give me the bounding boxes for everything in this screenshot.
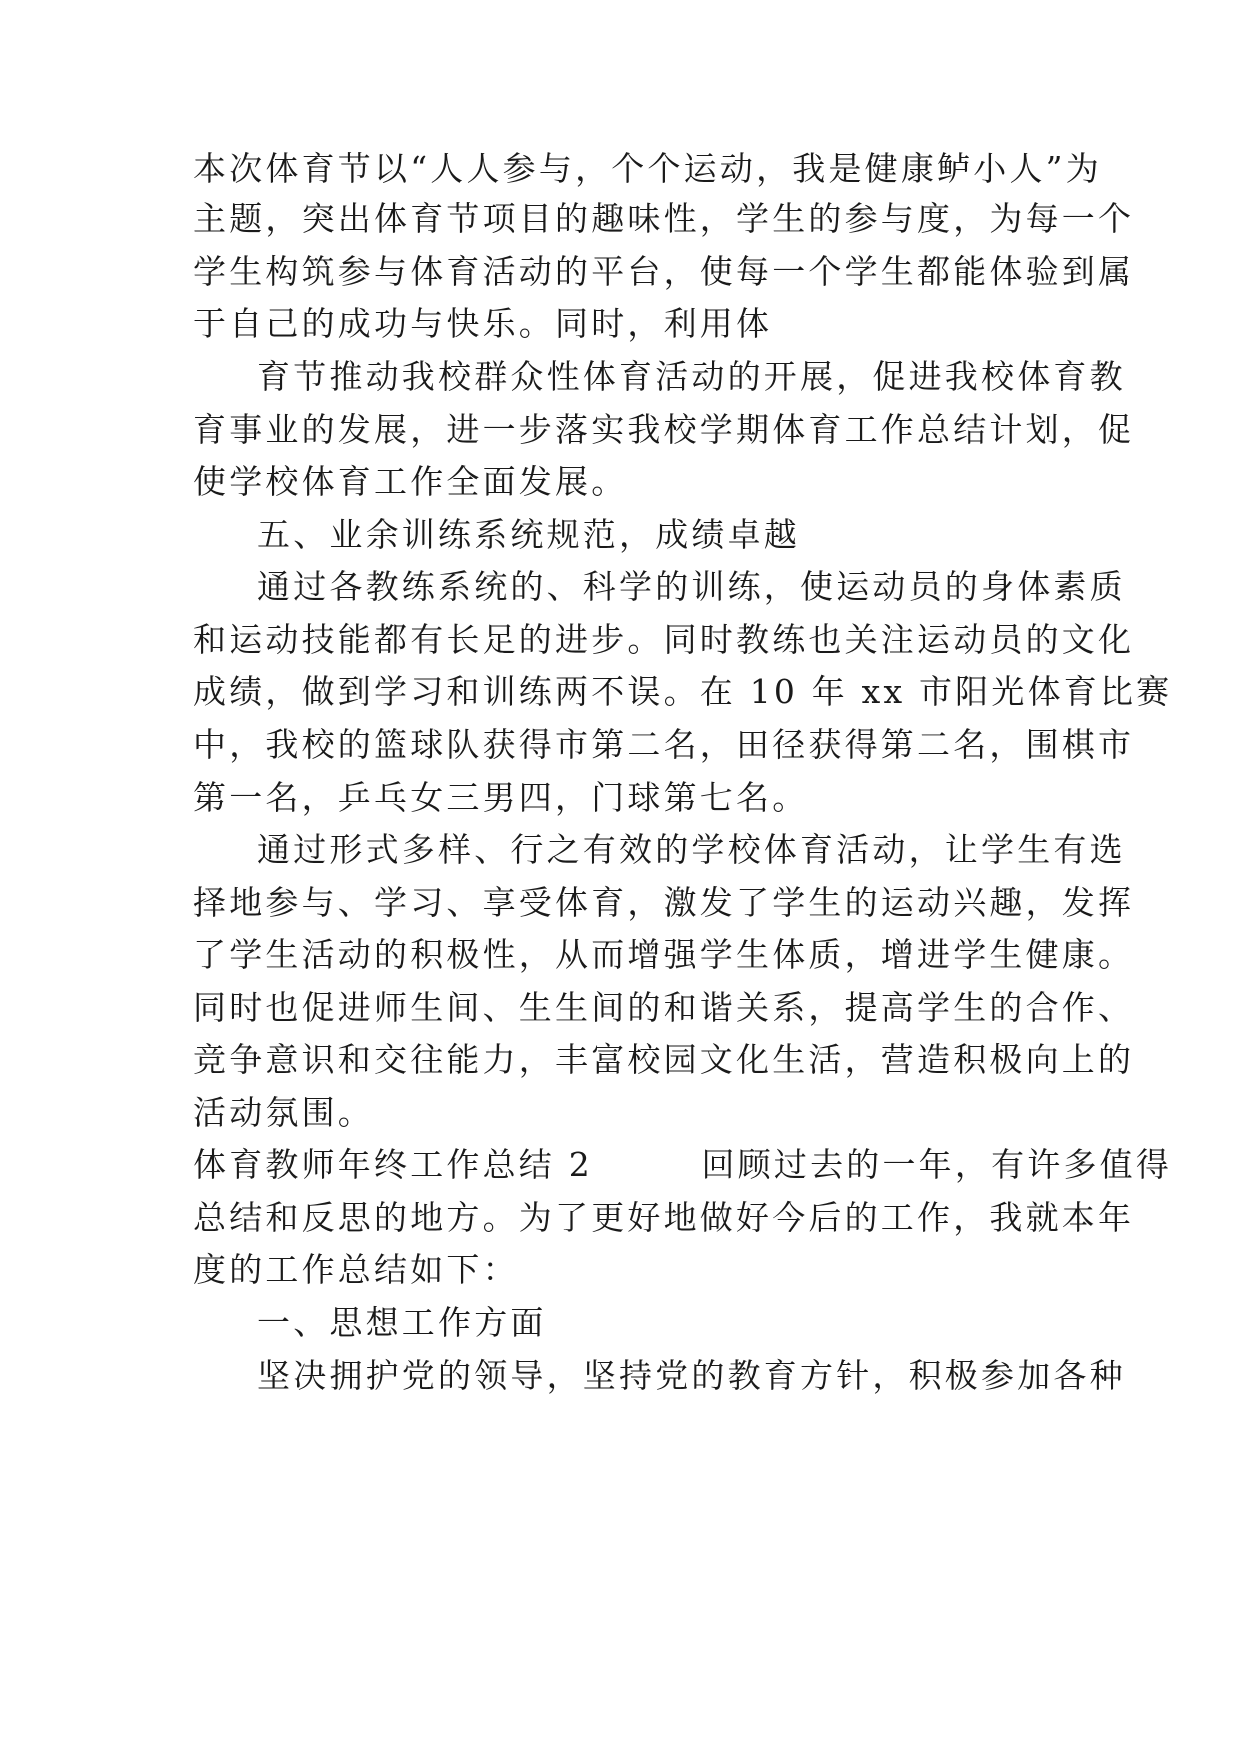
section-heading-one: 一、思想工作方面 xyxy=(257,1303,547,1342)
paragraph-line-6: 育事业的发展，进一步落实我校学期体育工作总结计划，促 xyxy=(193,410,1135,449)
paragraph-line-9: 通过各教练系统的、科学的训练，使运动员的身体素质 xyxy=(257,567,1126,606)
paragraph-line-17: 同时也促进师生间、生生间的和谐关系，提高学生的合作、 xyxy=(193,988,1135,1027)
paragraph-line-24: 坚决拥护党的领导，坚持党的教育方针，积极参加各种 xyxy=(257,1356,1126,1395)
paragraph-line-4: 于自己的成功与快乐。同时，利用体 xyxy=(193,304,773,343)
paragraph-line-5: 育节推动我校群众性体育活动的开展，促进我校体育教 xyxy=(257,357,1126,396)
paragraph-line-11: 成绩，做到学习和训练两不误。在 10 年 xx 市阳光体育比赛 xyxy=(193,672,1173,711)
paragraph-line-14: 通过形式多样、行之有效的学校体育活动，让学生有选 xyxy=(257,830,1126,869)
paragraph-line-3: 学生构筑参与体育活动的平台，使每一个学生都能体验到属 xyxy=(193,252,1135,291)
paragraph-line-15: 择地参与、学习、享受体育，激发了学生的运动兴趣，发挥 xyxy=(193,883,1135,922)
paragraph-line-19: 活动氛围。 xyxy=(193,1093,374,1132)
paragraph-line-13: 第一名，乒乓女三男四，门球第七名。 xyxy=(193,778,809,817)
paragraph-line-1: 本次体育节以“人人参与，个个运动，我是健康鲈小人”为 xyxy=(193,149,1102,188)
paragraph-line-21: 总结和反思的地方。为了更好地做好今后的工作，我就本年 xyxy=(193,1198,1135,1237)
paragraph-line-2: 主题，突出体育节项目的趣味性，学生的参与度，为每一个 xyxy=(193,199,1135,238)
paragraph-line-7: 使学校体育工作全面发展。 xyxy=(193,462,628,501)
paragraph-line-10: 和运动技能都有长足的进步。同时教练也关注运动员的文化 xyxy=(193,620,1135,659)
paragraph-line-18: 竞争意识和交往能力，丰富校园文化生活，营造积极向上的 xyxy=(193,1040,1135,1079)
section-heading-five: 五、业余训练系统规范，成绩卓越 xyxy=(257,515,800,554)
paragraph-line-22: 度的工作总结如下： xyxy=(193,1250,519,1289)
paragraph-line-16: 了学生活动的积极性，从而增强学生体质，增进学生健康。 xyxy=(193,935,1135,974)
document-title-line: 体育教师年终工作总结 2 回顾过去的一年，有许多值得 xyxy=(193,1145,1173,1184)
paragraph-line-12: 中，我校的篮球队获得市第二名，田径获得第二名，围棋市 xyxy=(193,725,1135,764)
